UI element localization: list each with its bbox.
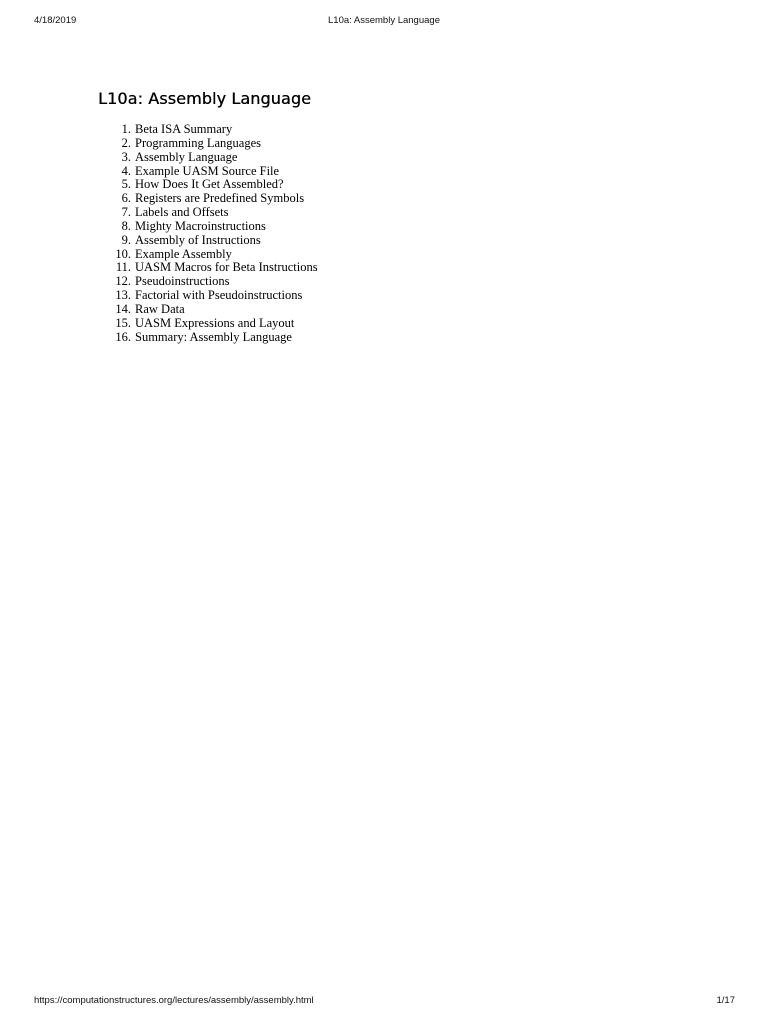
toc-item [97,234,318,248]
toc-item-number: 4. [121,163,131,178]
toc-item [97,275,318,289]
print-page-title: L10a: Assembly Language [328,15,440,26]
toc-item-link[interactable]: Registers are Predefined Symbols [135,191,305,206]
toc-item-number: 13. [115,288,131,303]
toc-item-number: 2. [121,135,131,150]
toc-item-number: 8. [121,218,131,233]
toc-item [97,178,318,192]
toc-item-link[interactable]: How Does It Get Assembled? [135,177,284,192]
toc-item-link[interactable]: Pseudoinstructions [135,274,230,289]
print-header [0,15,768,29]
toc-item-link[interactable]: Assembly of Instructions [135,232,261,247]
print-date: 4/18/2019 [34,15,77,26]
toc-item-link[interactable]: Raw Data [135,301,185,316]
toc-item-number: 11. [115,260,131,275]
toc-item-number: 16. [115,329,131,344]
toc-item [97,303,318,317]
toc-item-number: 1. [121,122,131,136]
toc-item-link[interactable]: Programming Languages [135,135,262,150]
page-url: https://computationstructures.org/lectures/assembly/assembly.html [34,995,314,1006]
toc-item-link[interactable]: Labels and Offsets [135,205,229,220]
toc-item [97,165,318,179]
toc-item-link[interactable]: Mighty Macroinstructions [135,218,266,233]
toc-item-number: 9. [121,232,131,247]
toc-item [97,289,318,303]
toc-item [97,137,318,151]
toc-item-link[interactable]: Summary: Assembly Language [135,329,292,344]
toc-item-link[interactable]: Example Assembly [135,246,232,261]
toc-item [97,220,318,234]
table-of-contents [97,123,318,345]
page-number: 1/17 [716,995,735,1006]
toc-item-link[interactable]: Assembly Language [135,149,238,164]
toc-item-link[interactable]: Factorial with Pseudoinstructions [135,288,303,303]
toc-item [97,248,318,262]
toc-item-number: 7. [121,205,131,220]
toc-item-number: 6. [121,191,131,206]
toc-item-number: 3. [121,149,131,164]
toc-item [97,123,318,137]
toc-item [97,331,318,345]
document-title: L10a: Assembly Language [98,89,312,108]
toc-item-link[interactable]: UASM Macros for Beta Instructions [135,260,318,275]
toc-item [97,261,318,275]
toc-item-number: 15. [115,315,131,330]
print-footer [0,995,768,1009]
toc-item-link[interactable]: UASM Expressions and Layout [135,315,295,330]
toc-item [97,192,318,206]
toc-item [97,206,318,220]
toc-item-link[interactable]: Example UASM Source File [135,163,280,178]
toc-item-number: 5. [121,177,131,192]
toc-item-link[interactable]: Beta ISA Summary [135,122,233,136]
toc-item-number: 12. [115,274,131,289]
toc-item-number: 10. [115,246,131,261]
toc-item-number: 14. [115,301,131,316]
toc-item [97,317,318,331]
toc-item [97,151,318,165]
